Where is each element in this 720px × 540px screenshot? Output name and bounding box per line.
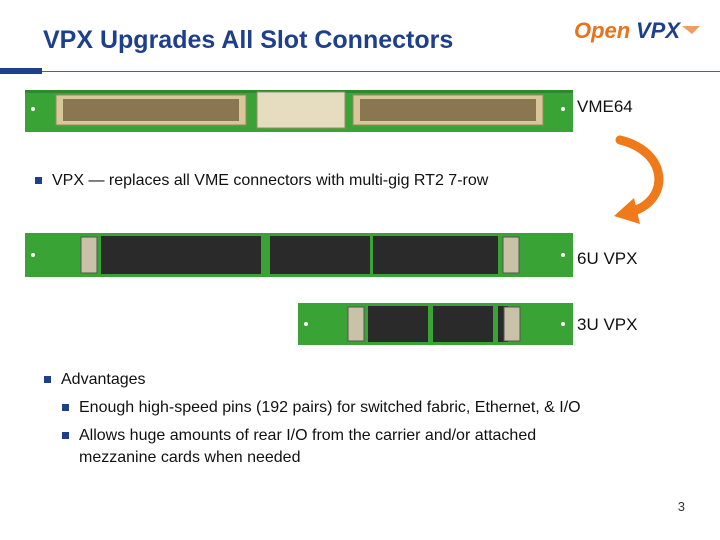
- page-number: 3: [677, 499, 685, 514]
- sub-bullet-rear-io-line2: mezzanine cards when needed: [79, 449, 301, 466]
- vpx-6u-board-image: [25, 233, 573, 277]
- slide-title: VPX Upgrades All Slot Connectors: [43, 26, 454, 54]
- title-rule-line: [42, 71, 720, 72]
- bullet-marker: [35, 177, 42, 184]
- svg-text:VPX: VPX: [636, 18, 681, 43]
- title-rule-accent: [0, 68, 42, 74]
- bullet-advantages: [44, 369, 146, 391]
- bullet-marker: [44, 376, 51, 383]
- vme64-label: VME64: [577, 97, 633, 116]
- bullet-marker: [62, 432, 69, 439]
- sub-bullet-rear-io: [62, 425, 536, 469]
- vpx-3u-label: 3U VPX: [577, 315, 638, 334]
- openvpx-logo: [574, 14, 706, 50]
- sub-bullet-pins: [62, 397, 581, 419]
- sub-bullet-rear-io-line1: Allows huge amounts of rear I/O from the carrier and/or attached: [79, 427, 537, 444]
- bullet-vpx: [35, 170, 488, 192]
- svg-text:Open: Open: [574, 18, 631, 43]
- vpx-6u-label: 6U VPX: [577, 249, 638, 268]
- bullet-marker: [62, 404, 69, 411]
- bullet-vpx-text: VPX — replaces all VME connectors with multi-gig RT2 7-row: [52, 172, 489, 189]
- sub-bullet-pins-text: Enough high-speed pins (192 pairs) for switched fabric, Ethernet, & I/O: [79, 399, 581, 416]
- bullet-advantages-text: Advantages: [61, 371, 146, 388]
- vme64-board-image: [25, 90, 573, 132]
- curved-arrow-icon: [600, 132, 680, 232]
- vpx-3u-board-image: [298, 303, 573, 345]
